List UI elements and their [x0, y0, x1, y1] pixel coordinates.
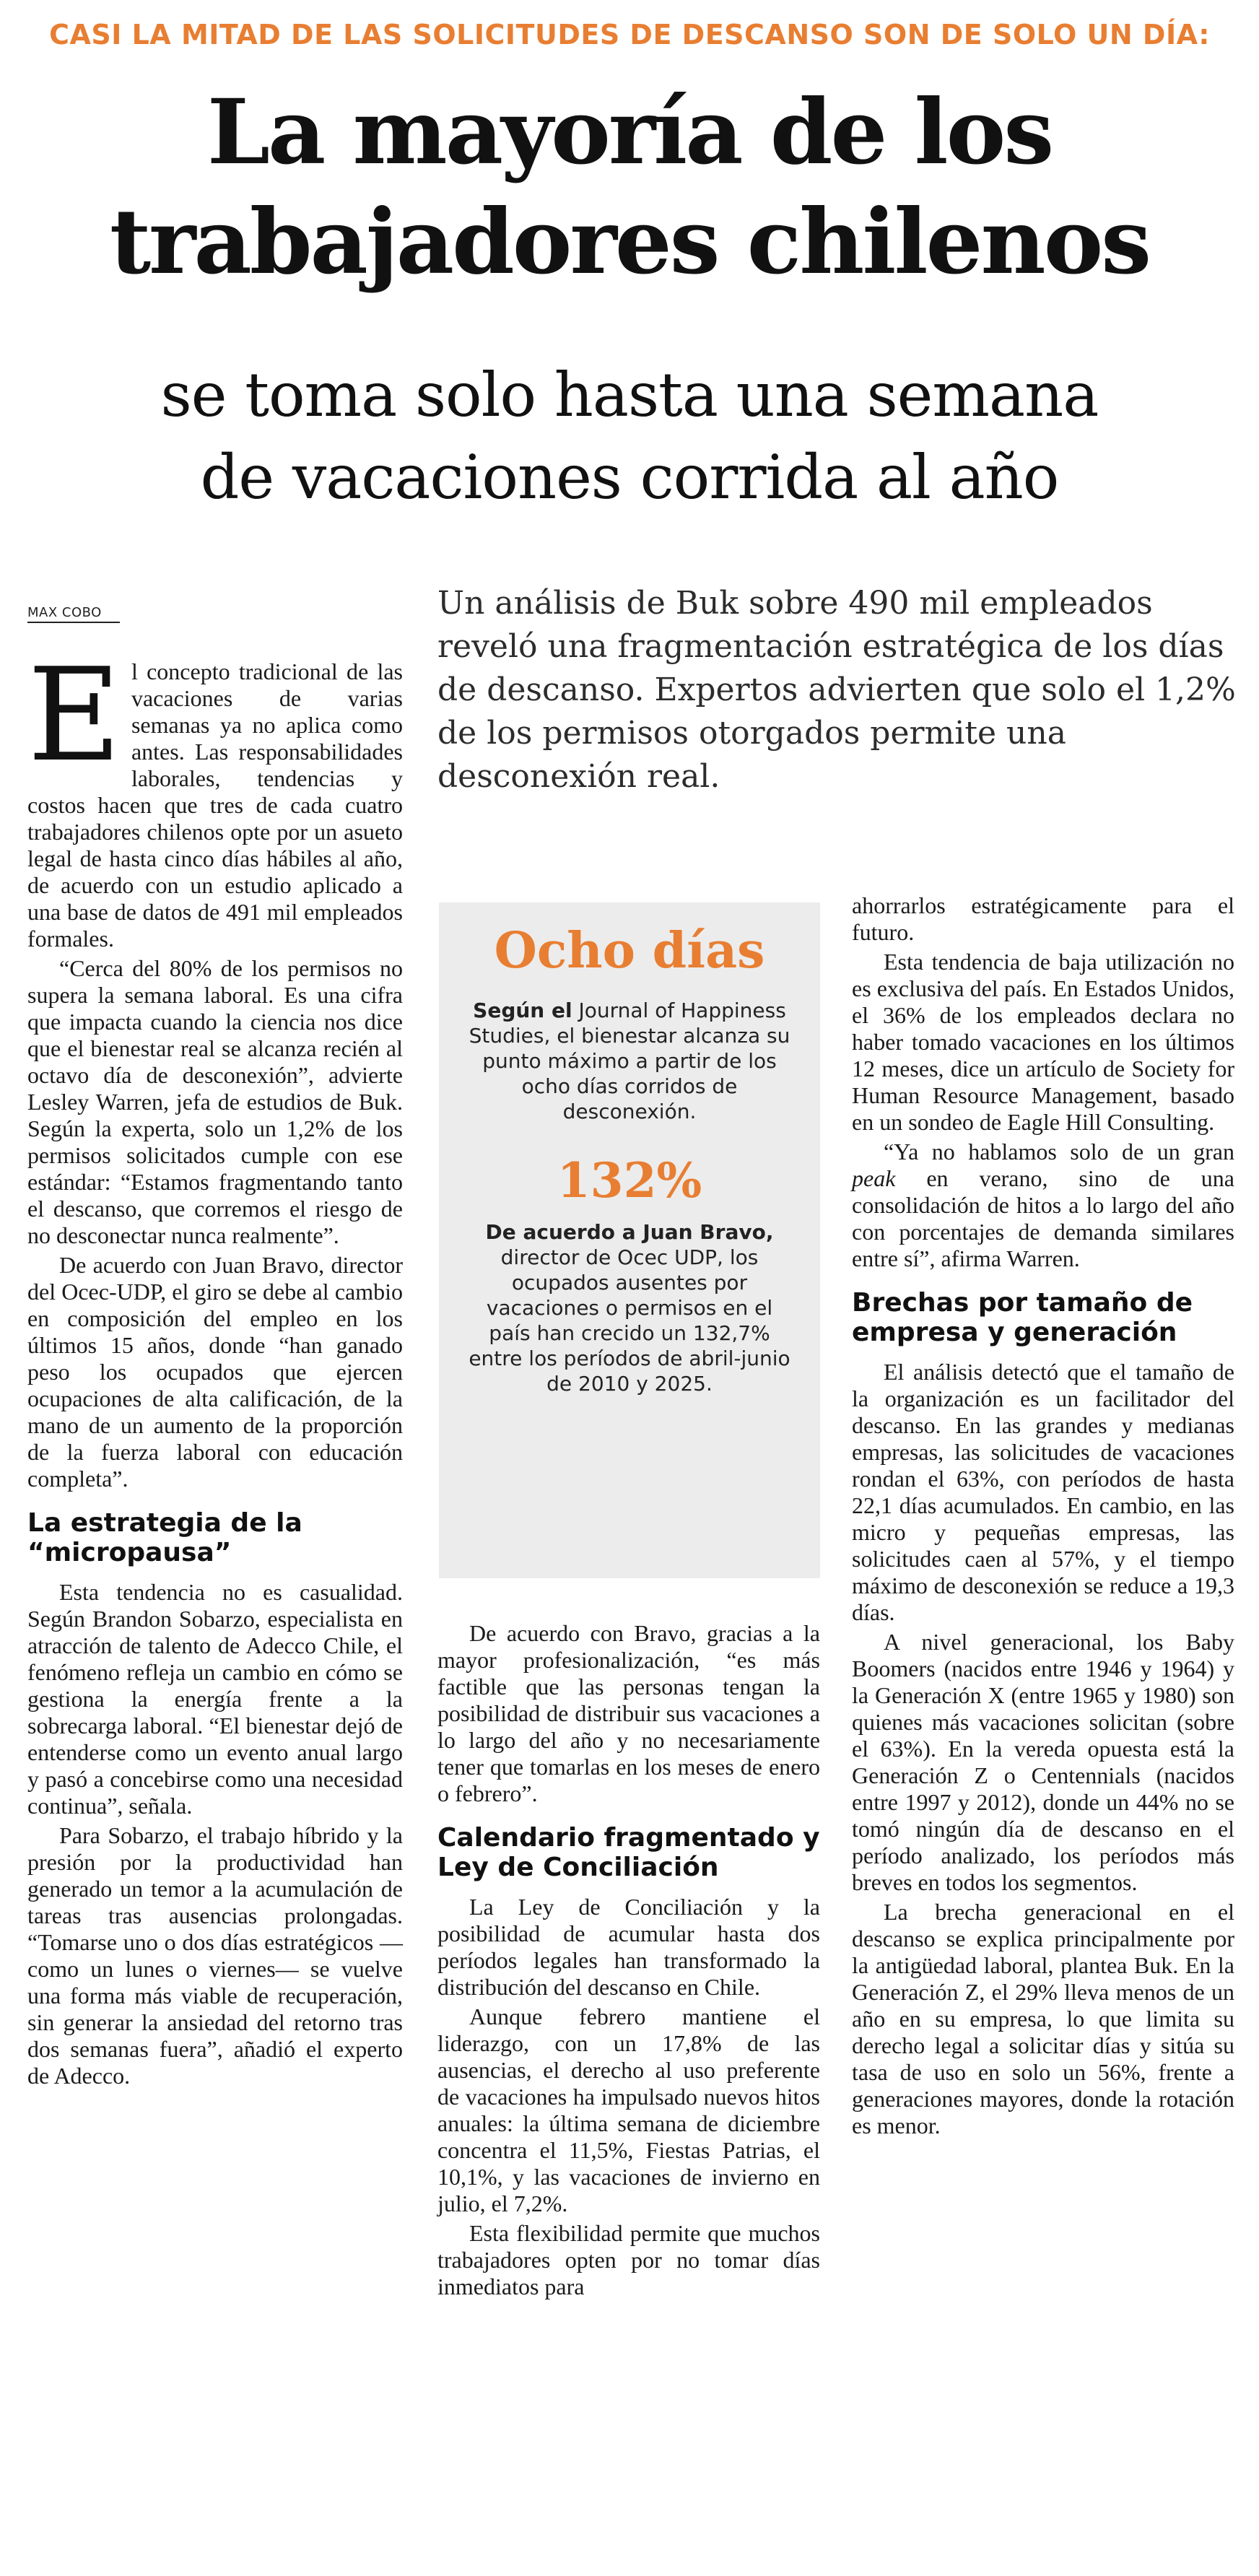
- paragraph: Aunque febrero mantiene el liderazgo, con un 17,8% de las ausencias, el derecho al uso preferente de vacaciones ha impulsado nuevos hitos anuales: la última semana de diciembre concentra el 11,5%, Fiestas Patrias, el 10,1%, y las vacaciones de invierno en julio, el 7,2%.: [437, 2003, 820, 2216]
- headline-main-line-1: La mayoría de los: [206, 80, 1053, 185]
- paragraph: De acuerdo con Bravo, gracias a la mayor profesionalización, “es más factible que las personas tengan la posibilidad de distribuir sus vacaciones a lo largo del año y no necesariamente tener que tomarlas en los meses de enero o febrero”.: [437, 1620, 820, 1806]
- sidebar-stat: 132%: [557, 1152, 702, 1209]
- headline-sub-line-1: se toma solo hasta una semana: [160, 360, 1099, 430]
- paragraph: [27, 640, 403, 952]
- sidebar-text-1: [466, 998, 793, 1124]
- column-1: [27, 640, 403, 2092]
- paragraph: Esta tendencia de baja utilización no es exclusiva del país. En Estados Unidos, el 36% de los empleados declara no haber tomado vacaciones en los últimos 12 meses, dice un artículo de Society for Human Resource Management, basado en un sondeo de Eagle Hill Consulting.: [852, 949, 1234, 1135]
- paragraph: El análisis detectó que el tamaño de la organización es un facilitador del descanso. En las grandes y medianas empresas, las solicitudes de vacaciones rondan el 63%, con períodos de hasta 22,1 días acumulados. En cambio, en las micro y pequeñas empresas, las solicitudes caen al 57%, y el tiempo máximo de desconexión se reduce a 19,3 días.: [852, 1359, 1234, 1625]
- byline: MAX COBO: [27, 605, 120, 623]
- paragraph: Para Sobarzo, el trabajo híbrido y la presión por la productividad han generado un temor a la acumulación de tareas tras ausencias prolongadas. “Tomarse uno o dos días estratégicos —como un lunes o viernes— se vuelve una forma más viable de recuperación, sin generar la ansiedad del retorno tras dos semanas fuera”, añadió el experto de Adecco.: [27, 1822, 403, 2089]
- paragraph: A nivel generacional, los Baby Boomers (nacidos entre 1946 y 1964) y la Generación X (entre 1965 y 1980) son quienes más vacaciones solicitan (sobre el 63%). En la vereda opuesta está la Generación Z o Centennials (nacidos entre 1997 y 2012), donde un 44% no se tomó ningún día de descanso en el período analizado, los períodos más breves en todos los segmentos.: [852, 1629, 1234, 1895]
- paragraph-text: “Ya no hablamos solo de un gran: [884, 1139, 1234, 1165]
- column-2: [437, 1620, 820, 2303]
- subheading: Brechas por tamaño de empresa y generación: [852, 1288, 1193, 1347]
- paragraph: ahorrarlos estratégicamente para el futuro.: [852, 892, 1234, 945]
- sidebar-text-2-rest: director de Ocec UDP, los ocupados ausentes por vacaciones o permisos en el país han crecido un 132,7% entre los períodos de abril-junio de 2010 y 2025.: [469, 1245, 790, 1396]
- paragraph: La Ley de Conciliación y la posibilidad de acumular hasta dos períodos legales han transformado la distribución del descanso en Chile.: [437, 1894, 820, 2000]
- sidebar-journal-name: Journal of Happiness Studies: [469, 998, 786, 1048]
- paragraph: De acuerdo con Juan Bravo, director del Ocec-UDP, el giro se debe al cambio en composición del empleo en los últimos 15 años, donde “han ganado peso los ocupados que ejercen ocupaciones de alta calificación, de la mano de un aumento de la proporción de la fuerza laboral con educación completa”.: [27, 1252, 403, 1492]
- sidebar-text-2: [466, 1219, 793, 1396]
- deck-summary: Un análisis de Buk sobre 490 mil empleados reveló una fragmentación estratégica de los días de descanso. Expertos advierten que solo el 1,2% de los permisos otorgados permite una desconexión real.: [437, 585, 1236, 795]
- column-3: [852, 892, 1234, 2142]
- drop-cap: E: [27, 640, 121, 790]
- paragraph: La brecha generacional en el descanso se explica principalmente por la antigüedad laboral, plantea Buk. En la Generación Z, el 29% lleva menos de un año en su empresa, lo que limita su derecho legal a solicitar días y sitúa su tasa de uso en solo un 56%, frente a generaciones mayores, donde la rotación es menor.: [852, 1899, 1234, 2138]
- sidebar-text-2-bold: De acuerdo a Juan Bravo,: [485, 1220, 774, 1244]
- paragraph: Esta tendencia no es casualidad. Según Brandon Sobarzo, especialista en atracción de talento de Adecco Chile, el fenómeno refleja un cambio en cómo se gestiona la energía frente a la sobrecarga laboral. “El bienestar dejó de entenderse como un evento anual largo y pasó a concebirse como una necesidad continua”, señala.: [27, 1579, 403, 1819]
- headline-main: [0, 78, 1259, 297]
- sidebar-text-1-bold: Según el: [473, 998, 572, 1022]
- sidebar-box: [439, 902, 820, 1578]
- sidebar-title: Ocho días: [494, 922, 765, 980]
- paragraph: Esta flexibilidad permite que muchos trabajadores opten por no tomar días inmediatos para: [437, 2220, 820, 2299]
- subheading: Calendario fragmentado y Ley de Conciliación: [437, 1823, 820, 1882]
- paragraph-text: l concepto tradicional de las vacaciones de varias semanas ya no aplica como antes. Las responsabilidades laborales, tendencias y costos hacen que tres de cada cuatro trabajadores chilenos opte por un asueto legal de hasta cinco días hábiles al año, de acuerdo con un estudio aplicado a una base de datos de 491 mil empleados formales.: [27, 658, 403, 952]
- subheading: La estrategia de la “micropausa”: [27, 1508, 302, 1567]
- paragraph: “Cerca del 80% de los permisos no supera la semana laboral. Es una cifra que impacta cuando la ciencia nos dice que el bienestar real se alcanza recién al octavo día de desconexión”, advierte Lesley Warren, jefa de estudios de Buk. Según la experta, solo un 1,2% de los permisos solicitados cumple con ese estándar: “Estamos fragmentando tanto el descanso, que corremos el riesgo de no desconectar nunca realmente”.: [27, 955, 403, 1248]
- sidebar-text-1-rest: , el bienestar alcanza su punto máximo a partir de los ocho días corridos de desconexión.: [482, 1024, 790, 1123]
- paragraph-text: en verano, sino de una consolidación de hitos a lo largo del año con porcentajes de demanda similares entre sí”, afirma Warren.: [852, 1165, 1234, 1271]
- headline-sub-line-2: de vacaciones corrida al año: [200, 442, 1059, 513]
- headline-sub: [0, 354, 1259, 518]
- emphasis-peak: peak: [852, 1165, 896, 1191]
- kicker: CASI LA MITAD DE LAS SOLICITUDES DE DESCANSO SON DE SOLO UN DÍA:: [49, 19, 1210, 51]
- headline-main-line-2: trabajadores chilenos: [109, 190, 1150, 295]
- paragraph: [852, 1139, 1234, 1272]
